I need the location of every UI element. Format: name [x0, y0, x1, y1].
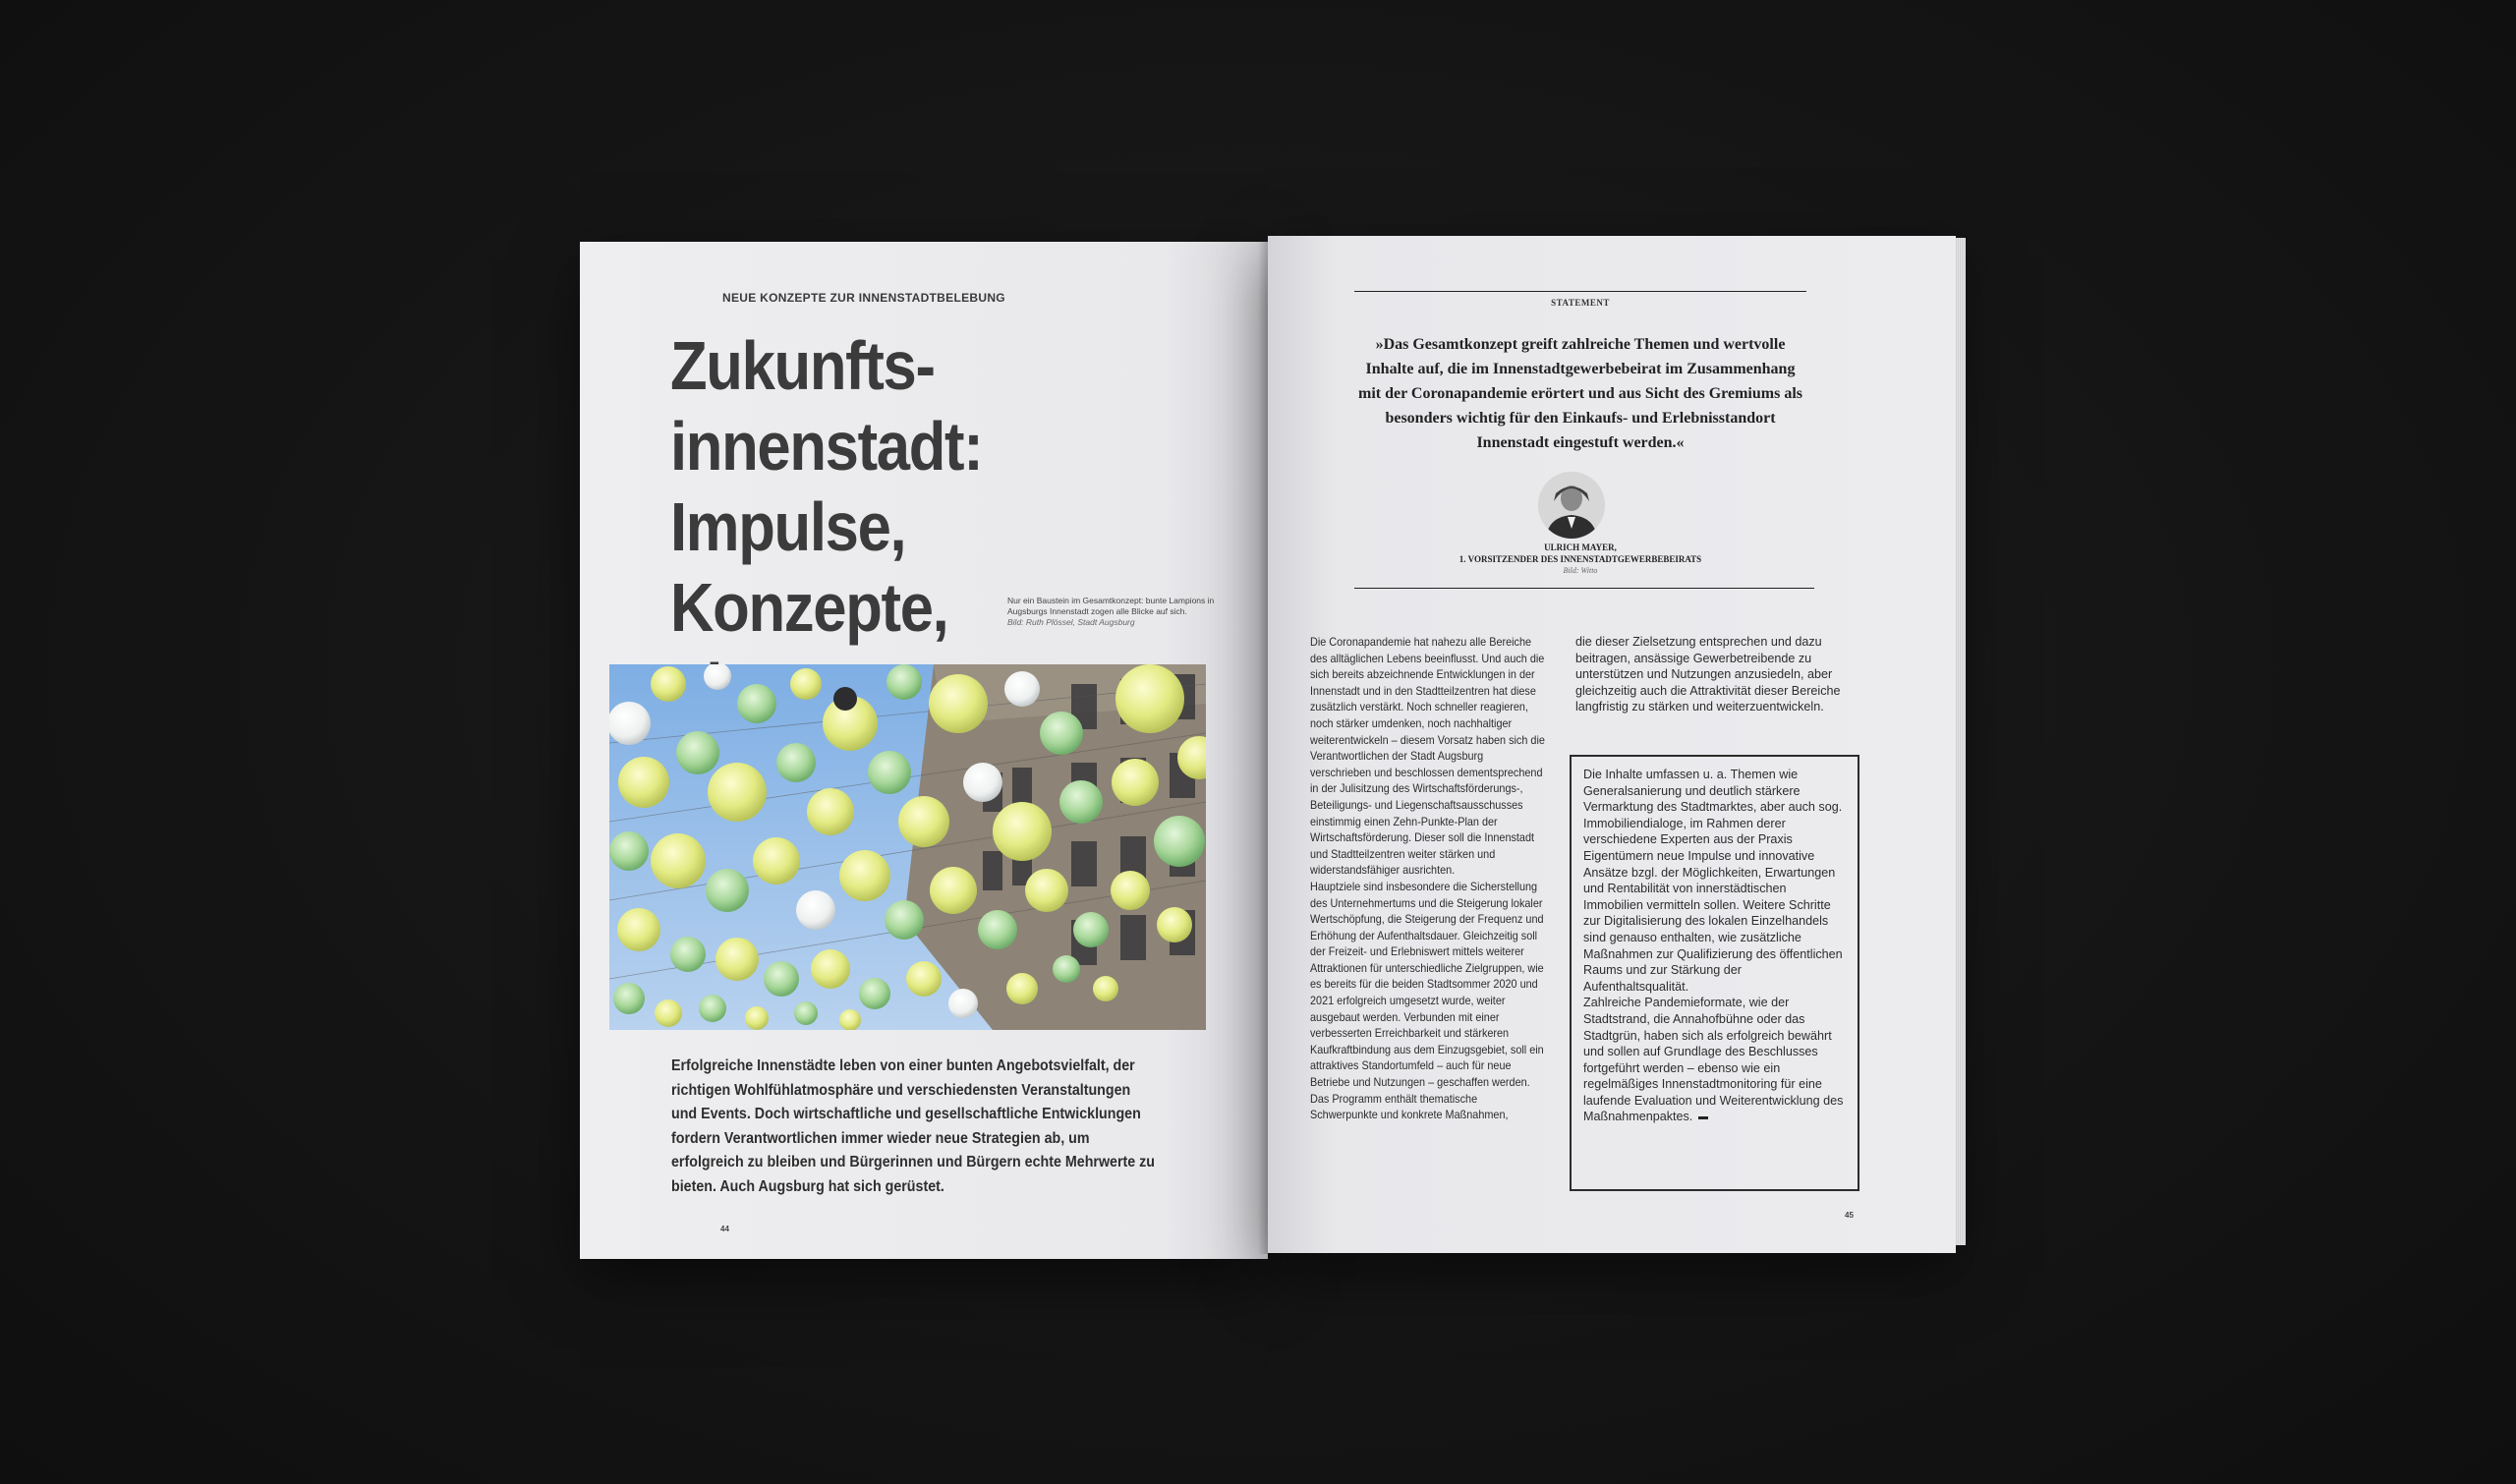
statement-bottom-rule [1354, 588, 1814, 589]
caption-credit: Bild: Ruth Plössel, Stadt Augsburg [1007, 617, 1135, 627]
page-number-right: 45 [1845, 1211, 1854, 1220]
body-paragraph: Das Programm enthält thematische Schwerpunkte und konkrete Maßnahmen, [1310, 1091, 1509, 1122]
headline-line: Impulse, Konzepte, [670, 488, 948, 646]
body-paragraph: die dieser Zielsetzung entsprechen und dazu beitragen, ansässige Gewerbetreibende zu unterstützen und Nutzungen anzusiedeln, aber gleichzeitig auch die Attraktivität dieser Bereiche langfristig zu stärken und weiterzuentwickeln. [1575, 635, 1841, 714]
body-column-2 [1575, 634, 1860, 715]
body-paragraph: Hauptziele sind insbesondere die Sicherstellung des Unternehmertums und die Steigerung lokaler Wertschöpfung, die Steigerung der Frequenz und Erhöhung der Aufenthaltsdauer. Gleichzeitig soll der Freizeit- und Erlebniswert mittels weiterer Attraktionen für unterschiedliche Zielgruppen, wie es bereits für die beiden Stadtsommer 2020 und 2021 erfolgreich umgesetzt wurde, weiter ausgebaut werden. Verbunden mit einer verbesserten Erreichbarkeit und stärkeren Kaufkraftbindung aus dem Einzugsgebiet, soll ein attraktives Standortumfeld – auch für neue Betriebe und Nutzungen – geschaffen werden. [1310, 879, 1544, 1090]
statement-label: STATEMENT [1551, 298, 1610, 308]
left-page [580, 242, 1268, 1259]
page-edge [1956, 238, 1966, 1245]
author-credit: Bild: Witto [1563, 566, 1598, 575]
body-column-1 [1310, 634, 1545, 1123]
headline-line: Zukunfts- [670, 327, 935, 404]
info-box [1570, 755, 1859, 1191]
lanterns-photo [609, 664, 1206, 1030]
headline-line: innenstadt: [670, 408, 983, 485]
pull-quote: »Das Gesamtkonzept greift zahlreiche Themen und wertvolle Inhalte auf, die im Innenstadtgewerbebeirat im Zusammenhang mit der Coronapandemie erörtert und aus Sicht des Gremiums als besonders wichtig für den Einkaufs- und Erlebnisstandort Innenstadt eingestuft werden.« [1358, 336, 1802, 451]
body-paragraph: Die Coronapandemie hat nahezu alle Bereiche des alltäglichen Lebens beeinflusst. Und auch die sich bereits abzeichnende Entwicklungen in der Innenstadt und in den Stadtteilzentren hat diese zusätzlich verstärkt. Noch schneller reagieren, noch stärker umdenken, noch nachhaltiger weiterentwickeln – diesem Vorsatz haben sich die Verantwortlichen der Stadt Augsburg verschrieben und beschlossen dementsprechend in der Julisitzung des Wirtschaftsförderungs-, Beteiligungs- und Liegenschaftsausschusses einstimmig einen Zehn-Punkte-Plan der Wirtschaftsförderung. Dieser soll die Innenstadt und Stadtteilzentren weiter stärken und widerstandsfähiger ausrichten. [1310, 635, 1545, 878]
end-mark [1698, 1116, 1708, 1119]
lead-paragraph: Erfolgreiche Innenstädte leben von einer bunten Angebotsvielfalt, der richtigen Wohlfühlatmosphäre und verschiedensten Veranstaltungen und Events. Doch wirtschaftliche und gesellschaftliche Entwicklungen fordern Verantwortlichen immer wieder neue Strategien ab, um erfolgreich zu bleiben und Bürgerinnen und Bürgern echte Mehrwerte zu bieten. Auch Augsburg hat sich gerüstet. [671, 1057, 1156, 1195]
author-block [1384, 542, 1777, 577]
box-paragraph: Die Inhalte umfassen u. a. Themen wie Generalsanierung und deutlich stärkere Vermarktung des Stadtmarktes, aber auch sog. Immobiliendialoge, im Rahmen derer verschiedene Experten aus der Praxis Eigentümern neue Impulse und innovative Ansätze bzgl. der Möglichkeiten, Erwartungen und Rentabilität von innerstädtischen Immobilien vermitteln sollen. Weitere Schritte zur Digitalisierung des lokalen Einzelhandels sind genauso enthalten, wie zusätzliche Maßnahmen zur Qualifizierung des öffentlichen Raums und zur Stärkung der Aufenthaltsqualität. [1583, 768, 1843, 994]
author-name: ULRICH MAYER, [1544, 542, 1617, 552]
box-paragraph: Zahlreiche Pandemieformate, wie der Stadtstrand, die Annahofbühne oder das Stadtgrün, haben sich als erfolgreich bewährt und sollen auf Grundlage des Beschlusses fortgeführt werden – ebenso wie ein regelmäßiges Innenstadtmonitoring für eine laufende Evaluation und Weiterentwicklung des Maßnahmenpaktes. [1583, 996, 1844, 1124]
author-portrait [1538, 472, 1605, 539]
kicker: NEUE KONZEPTE ZUR INNENSTADTBELEBUNG [722, 291, 1005, 305]
statement-top-rule [1354, 291, 1806, 292]
lanterns-illustration [609, 664, 1206, 1030]
page-number-left: 44 [720, 1225, 729, 1233]
photo-caption [1007, 596, 1219, 628]
author-role: 1. VORSITZENDER DES INNENSTADTGEWERBEBEIRATS [1458, 554, 1702, 564]
caption-text: Nur ein Baustein im Gesamtkonzept: bunte Lampions in Augsburgs Innenstadt zogen alle Blicke auf sich. [1007, 596, 1215, 616]
person-icon [1538, 472, 1605, 539]
